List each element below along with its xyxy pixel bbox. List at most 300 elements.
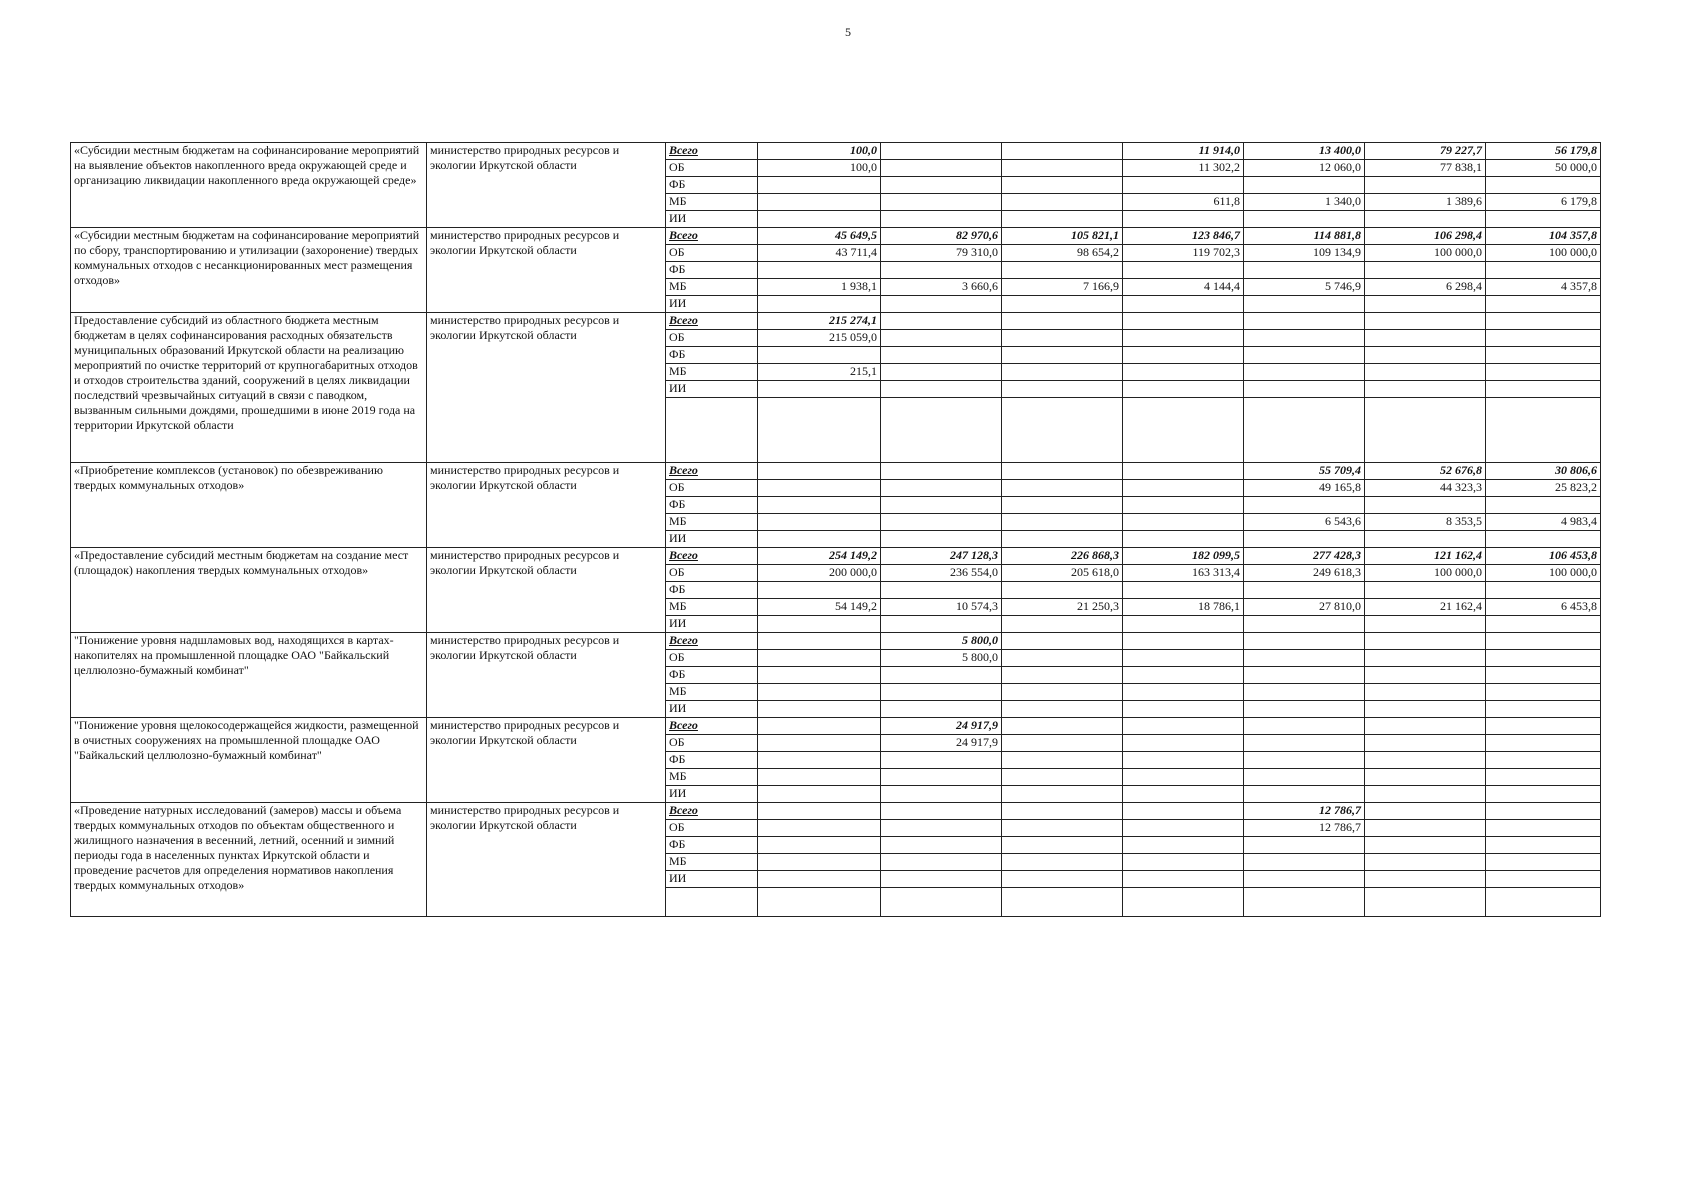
value-cell: 182 099,5 (1123, 548, 1244, 565)
value-cell: 100,0 (758, 143, 881, 160)
value-cell (1365, 296, 1486, 313)
value-cell (1365, 177, 1486, 194)
value-cell (1486, 177, 1601, 194)
value-cell (1123, 837, 1244, 854)
value-cell (758, 582, 881, 599)
value-cell (1244, 633, 1365, 650)
value-cell: 98 654,2 (1002, 245, 1123, 262)
value-cell: 50 000,0 (1486, 160, 1601, 177)
value-cell (1365, 330, 1486, 347)
value-cell: 8 353,5 (1365, 514, 1486, 531)
value-cell (758, 837, 881, 854)
value-cell (1002, 871, 1123, 888)
value-cell: 100 000,0 (1365, 245, 1486, 262)
activity-name-cell: "Понижение уровня щелокосодержащейся жидкости, размещенной в очистных сооружениях на промышленной площадке ОАО "Байкальский целлюлозно-бумажный комбинат" (71, 718, 427, 803)
value-cell (1244, 296, 1365, 313)
value-cell (881, 701, 1002, 718)
activity-name-cell: «Субсидии местным бюджетам на софинансирование мероприятий по сбору, транспортированию и утилизации (захоронение) твердых коммунальных отходов с несанкционированных мест размещения отходов» (71, 228, 427, 313)
value-cell: 277 428,3 (1244, 548, 1365, 565)
value-cell: 27 810,0 (1244, 599, 1365, 616)
funding-source-cell: ОБ (666, 650, 758, 667)
value-cell: 44 323,3 (1365, 480, 1486, 497)
value-cell (1002, 752, 1123, 769)
value-cell (758, 684, 881, 701)
value-cell (1123, 701, 1244, 718)
value-cell: 106 453,8 (1486, 548, 1601, 565)
value-cell: 104 357,8 (1486, 228, 1601, 245)
value-cell (1365, 854, 1486, 871)
value-cell (1123, 364, 1244, 381)
value-cell (758, 786, 881, 803)
value-cell (1365, 803, 1486, 820)
value-cell: 163 313,4 (1123, 565, 1244, 582)
value-cell: 25 823,2 (1486, 480, 1601, 497)
executor-cell: министерство природных ресурсов и экологии Иркутской области (427, 463, 666, 548)
value-cell (1002, 769, 1123, 786)
value-cell (881, 820, 1002, 837)
value-cell (758, 854, 881, 871)
value-cell (881, 194, 1002, 211)
value-cell (881, 854, 1002, 871)
activity-name-cell: «Проведение натурных исследований (замеров) массы и объема твердых коммунальных отходов по объектам общественного и жилищного назначения в весенний, летний, осенний и зимний периоды года в населенных пунктах Иркутской области и проведение расчетов для определения нормативов накопления твердых коммунальных отходов» (71, 803, 427, 917)
value-cell: 6 543,6 (1244, 514, 1365, 531)
value-cell (1123, 480, 1244, 497)
value-cell (1486, 837, 1601, 854)
executor-cell: министерство природных ресурсов и экологии Иркутской области (427, 313, 666, 463)
value-cell: 100 000,0 (1486, 565, 1601, 582)
spacer-cell (1123, 398, 1244, 463)
value-cell (1365, 667, 1486, 684)
value-cell (881, 381, 1002, 398)
funding-source-cell: Всего (666, 228, 758, 245)
spacer-cell (1002, 398, 1123, 463)
value-cell (1244, 752, 1365, 769)
spacer-cell (1244, 888, 1365, 917)
value-cell (1486, 531, 1601, 548)
value-cell (758, 480, 881, 497)
activity-name-cell: «Предоставление субсидий местным бюджетам на создание мест (площадок) накопления твердых коммунальных отходов» (71, 548, 427, 633)
value-cell (1123, 177, 1244, 194)
value-cell: 5 800,0 (881, 633, 1002, 650)
value-cell (881, 786, 1002, 803)
value-cell (1002, 497, 1123, 514)
value-cell (1123, 582, 1244, 599)
value-cell (1123, 854, 1244, 871)
value-cell (758, 650, 881, 667)
value-cell (758, 769, 881, 786)
value-cell: 11 302,2 (1123, 160, 1244, 177)
value-cell (881, 463, 1002, 480)
value-cell (1002, 514, 1123, 531)
value-cell: 5 746,9 (1244, 279, 1365, 296)
value-cell: 114 881,8 (1244, 228, 1365, 245)
value-cell (1244, 582, 1365, 599)
value-cell (881, 296, 1002, 313)
value-cell (1365, 786, 1486, 803)
funding-source-cell: Всего (666, 143, 758, 160)
funding-source-cell: МБ (666, 769, 758, 786)
value-cell: 10 574,3 (881, 599, 1002, 616)
value-cell (1244, 531, 1365, 548)
budget-table (70, 142, 1601, 917)
value-cell (758, 497, 881, 514)
value-cell (1486, 347, 1601, 364)
value-cell: 45 649,5 (758, 228, 881, 245)
table-row-total (71, 718, 1601, 735)
value-cell: 13 400,0 (1244, 143, 1365, 160)
value-cell (1365, 633, 1486, 650)
value-cell (1002, 820, 1123, 837)
value-cell (881, 364, 1002, 381)
value-cell (1002, 330, 1123, 347)
funding-source-cell: Всего (666, 633, 758, 650)
value-cell: 6 453,8 (1486, 599, 1601, 616)
value-cell: 105 821,1 (1002, 228, 1123, 245)
value-cell (1123, 330, 1244, 347)
value-cell (1365, 752, 1486, 769)
value-cell (1002, 531, 1123, 548)
spacer-cell (758, 888, 881, 917)
value-cell: 7 166,9 (1002, 279, 1123, 296)
value-cell (758, 871, 881, 888)
spacer-cell (1486, 888, 1601, 917)
value-cell: 12 786,7 (1244, 803, 1365, 820)
value-cell (881, 347, 1002, 364)
value-cell (1002, 582, 1123, 599)
value-cell (1002, 194, 1123, 211)
value-cell (881, 313, 1002, 330)
value-cell (758, 718, 881, 735)
value-cell (1123, 735, 1244, 752)
value-cell (1123, 347, 1244, 364)
funding-source-cell: ИИ (666, 616, 758, 633)
funding-source-cell: ОБ (666, 330, 758, 347)
value-cell (1002, 837, 1123, 854)
value-cell (1002, 296, 1123, 313)
value-cell (1002, 143, 1123, 160)
value-cell (758, 177, 881, 194)
value-cell: 24 917,9 (881, 718, 1002, 735)
table-row-total (71, 463, 1601, 480)
value-cell (881, 497, 1002, 514)
value-cell (881, 582, 1002, 599)
value-cell: 215 274,1 (758, 313, 881, 330)
value-cell: 215,1 (758, 364, 881, 381)
value-cell (1002, 177, 1123, 194)
value-cell (1002, 262, 1123, 279)
value-cell (1002, 347, 1123, 364)
value-cell (1244, 497, 1365, 514)
value-cell: 226 868,3 (1002, 548, 1123, 565)
activity-name-cell: "Понижение уровня надшламовых вод, находящихся в картах-накопителях на промышленной площадке ОАО "Байкальский целлюлозно-бумажный комбинат" (71, 633, 427, 718)
value-cell: 254 149,2 (758, 548, 881, 565)
value-cell (881, 803, 1002, 820)
value-cell: 247 128,3 (881, 548, 1002, 565)
value-cell (1123, 718, 1244, 735)
executor-cell: министерство природных ресурсов и экологии Иркутской области (427, 228, 666, 313)
value-cell (1244, 650, 1365, 667)
value-cell (1486, 752, 1601, 769)
value-cell (1365, 262, 1486, 279)
activity-name-cell: Предоставление субсидий из областного бюджета местным бюджетам в целях софинансирования расходных обязательств муниципальных образований Иркутской области на реализацию мероприятий по очистке территорий от крупногабаритных отходов и отходов строительства зданий, сооружений в целях ликвидации последствий чрезвычайных ситуаций в связи с паводком, вызванным сильными дождями, прошедшими в июне 2019 года на территории Иркутской области (71, 313, 427, 463)
value-cell (1365, 701, 1486, 718)
value-cell (1365, 735, 1486, 752)
funding-source-cell: Всего (666, 463, 758, 480)
value-cell (1123, 211, 1244, 228)
value-cell: 4 357,8 (1486, 279, 1601, 296)
value-cell: 82 970,6 (881, 228, 1002, 245)
value-cell (1002, 463, 1123, 480)
value-cell (1365, 820, 1486, 837)
value-cell (1244, 211, 1365, 228)
value-cell (758, 531, 881, 548)
table-row-total (71, 633, 1601, 650)
page-number: 5 (845, 25, 851, 39)
value-cell (1123, 463, 1244, 480)
value-cell (881, 160, 1002, 177)
value-cell: 43 711,4 (758, 245, 881, 262)
value-cell: 56 179,8 (1486, 143, 1601, 160)
value-cell (1123, 650, 1244, 667)
value-cell (1002, 803, 1123, 820)
value-cell (1123, 616, 1244, 633)
value-cell: 12 060,0 (1244, 160, 1365, 177)
value-cell (1002, 650, 1123, 667)
spacer-cell (881, 398, 1002, 463)
value-cell (1123, 313, 1244, 330)
funding-source-cell: ФБ (666, 752, 758, 769)
value-cell: 24 917,9 (881, 735, 1002, 752)
funding-source-cell: Всего (666, 803, 758, 820)
spacer-cell (758, 398, 881, 463)
value-cell (758, 735, 881, 752)
executor-cell: министерство природных ресурсов и экологии Иркутской области (427, 633, 666, 718)
value-cell (881, 531, 1002, 548)
funding-source-cell: ИИ (666, 381, 758, 398)
budget-table-body (71, 143, 1601, 917)
value-cell: 1 340,0 (1244, 194, 1365, 211)
value-cell (758, 296, 881, 313)
value-cell (1123, 871, 1244, 888)
value-cell (1244, 262, 1365, 279)
value-cell (1002, 718, 1123, 735)
value-cell (881, 143, 1002, 160)
value-cell (1002, 313, 1123, 330)
spacer-cell (881, 888, 1002, 917)
value-cell: 4 144,4 (1123, 279, 1244, 296)
value-cell: 100 000,0 (1486, 245, 1601, 262)
value-cell (1244, 684, 1365, 701)
funding-source-cell: ИИ (666, 296, 758, 313)
value-cell (1244, 871, 1365, 888)
value-cell (1123, 752, 1244, 769)
value-cell (1486, 616, 1601, 633)
value-cell (881, 667, 1002, 684)
value-cell: 52 676,8 (1365, 463, 1486, 480)
value-cell (1365, 313, 1486, 330)
executor-cell: министерство природных ресурсов и экологии Иркутской области (427, 718, 666, 803)
value-cell (1244, 330, 1365, 347)
value-cell (1244, 718, 1365, 735)
funding-source-cell: ИИ (666, 871, 758, 888)
value-cell (1486, 820, 1601, 837)
value-cell (758, 514, 881, 531)
value-cell (881, 330, 1002, 347)
value-cell (758, 381, 881, 398)
value-cell (1486, 381, 1601, 398)
value-cell: 106 298,4 (1365, 228, 1486, 245)
value-cell (1365, 364, 1486, 381)
value-cell (1123, 820, 1244, 837)
value-cell (1002, 480, 1123, 497)
value-cell (758, 211, 881, 228)
value-cell: 5 800,0 (881, 650, 1002, 667)
value-cell (881, 480, 1002, 497)
value-cell (1365, 650, 1486, 667)
value-cell: 4 983,4 (1486, 514, 1601, 531)
value-cell (1486, 211, 1601, 228)
value-cell (758, 820, 881, 837)
value-cell: 100,0 (758, 160, 881, 177)
value-cell (758, 667, 881, 684)
value-cell (1486, 650, 1601, 667)
funding-source-cell: ФБ (666, 582, 758, 599)
value-cell (1002, 633, 1123, 650)
value-cell (1365, 837, 1486, 854)
spacer-cell (1244, 398, 1365, 463)
value-cell (1365, 347, 1486, 364)
value-cell: 6 179,8 (1486, 194, 1601, 211)
value-cell (1244, 837, 1365, 854)
value-cell (1486, 313, 1601, 330)
value-cell (1486, 871, 1601, 888)
value-cell (758, 463, 881, 480)
value-cell (1123, 667, 1244, 684)
spacer-cell (666, 398, 758, 463)
funding-source-cell: ОБ (666, 245, 758, 262)
value-cell (1244, 786, 1365, 803)
value-cell (1002, 854, 1123, 871)
funding-source-cell: ФБ (666, 347, 758, 364)
value-cell: 77 838,1 (1365, 160, 1486, 177)
value-cell (1486, 497, 1601, 514)
value-cell (1244, 735, 1365, 752)
value-cell (1002, 381, 1123, 398)
value-cell (758, 701, 881, 718)
value-cell (1123, 296, 1244, 313)
value-cell: 11 914,0 (1123, 143, 1244, 160)
value-cell (1486, 296, 1601, 313)
funding-source-cell: ИИ (666, 701, 758, 718)
value-cell (1486, 667, 1601, 684)
funding-source-cell: МБ (666, 599, 758, 616)
value-cell (1365, 381, 1486, 398)
value-cell (1365, 582, 1486, 599)
value-cell: 21 250,3 (1002, 599, 1123, 616)
value-cell: 611,8 (1123, 194, 1244, 211)
value-cell (1486, 786, 1601, 803)
value-cell (881, 262, 1002, 279)
funding-source-cell: ОБ (666, 565, 758, 582)
value-cell (1486, 582, 1601, 599)
value-cell: 12 786,7 (1244, 820, 1365, 837)
value-cell (1486, 701, 1601, 718)
value-cell (758, 633, 881, 650)
value-cell (1002, 616, 1123, 633)
value-cell (1486, 684, 1601, 701)
value-cell (758, 752, 881, 769)
spacer-cell (666, 888, 758, 917)
value-cell (1244, 769, 1365, 786)
value-cell (1002, 364, 1123, 381)
value-cell (881, 769, 1002, 786)
value-cell: 21 162,4 (1365, 599, 1486, 616)
table-row-total (71, 313, 1601, 330)
funding-source-cell: МБ (666, 854, 758, 871)
value-cell: 109 134,9 (1244, 245, 1365, 262)
value-cell (1486, 364, 1601, 381)
value-cell (881, 211, 1002, 228)
executor-cell: министерство природных ресурсов и экологии Иркутской области (427, 803, 666, 917)
value-cell: 55 709,4 (1244, 463, 1365, 480)
value-cell (1123, 262, 1244, 279)
value-cell (1123, 497, 1244, 514)
value-cell (1123, 633, 1244, 650)
executor-cell: министерство природных ресурсов и экологии Иркутской области (427, 143, 666, 228)
funding-source-cell: МБ (666, 514, 758, 531)
value-cell (1123, 514, 1244, 531)
value-cell (881, 752, 1002, 769)
value-cell (1123, 803, 1244, 820)
value-cell: 123 846,7 (1123, 228, 1244, 245)
funding-source-cell: ФБ (666, 497, 758, 514)
value-cell: 79 310,0 (881, 245, 1002, 262)
value-cell (1002, 684, 1123, 701)
value-cell: 1 389,6 (1365, 194, 1486, 211)
value-cell: 6 298,4 (1365, 279, 1486, 296)
value-cell (881, 514, 1002, 531)
value-cell (1244, 364, 1365, 381)
value-cell (1123, 684, 1244, 701)
executor-cell: министерство природных ресурсов и экологии Иркутской области (427, 548, 666, 633)
value-cell: 3 660,6 (881, 279, 1002, 296)
funding-source-cell: Всего (666, 313, 758, 330)
value-cell (1486, 330, 1601, 347)
activity-name-cell: «Субсидии местным бюджетам на софинансирование мероприятий на выявление объектов накопленного вреда окружающей среде и организацию ликвидации накопленного вреда окружающей среде» (71, 143, 427, 228)
value-cell (758, 803, 881, 820)
value-cell (1244, 313, 1365, 330)
value-cell: 1 938,1 (758, 279, 881, 296)
spacer-cell (1365, 888, 1486, 917)
value-cell (1002, 667, 1123, 684)
value-cell (1244, 667, 1365, 684)
table-row-total (71, 143, 1601, 160)
funding-source-cell: ИИ (666, 211, 758, 228)
value-cell (881, 837, 1002, 854)
value-cell (758, 194, 881, 211)
activity-name-cell: «Приобретение комплексов (установок) по обезвреживанию твердых коммунальных отходов» (71, 463, 427, 548)
funding-source-cell: ИИ (666, 786, 758, 803)
value-cell: 236 554,0 (881, 565, 1002, 582)
value-cell (881, 684, 1002, 701)
value-cell (1123, 381, 1244, 398)
value-cell (1365, 769, 1486, 786)
funding-source-cell: ФБ (666, 837, 758, 854)
value-cell (1365, 616, 1486, 633)
table-row-total (71, 548, 1601, 565)
value-cell (1002, 211, 1123, 228)
value-cell (1002, 786, 1123, 803)
